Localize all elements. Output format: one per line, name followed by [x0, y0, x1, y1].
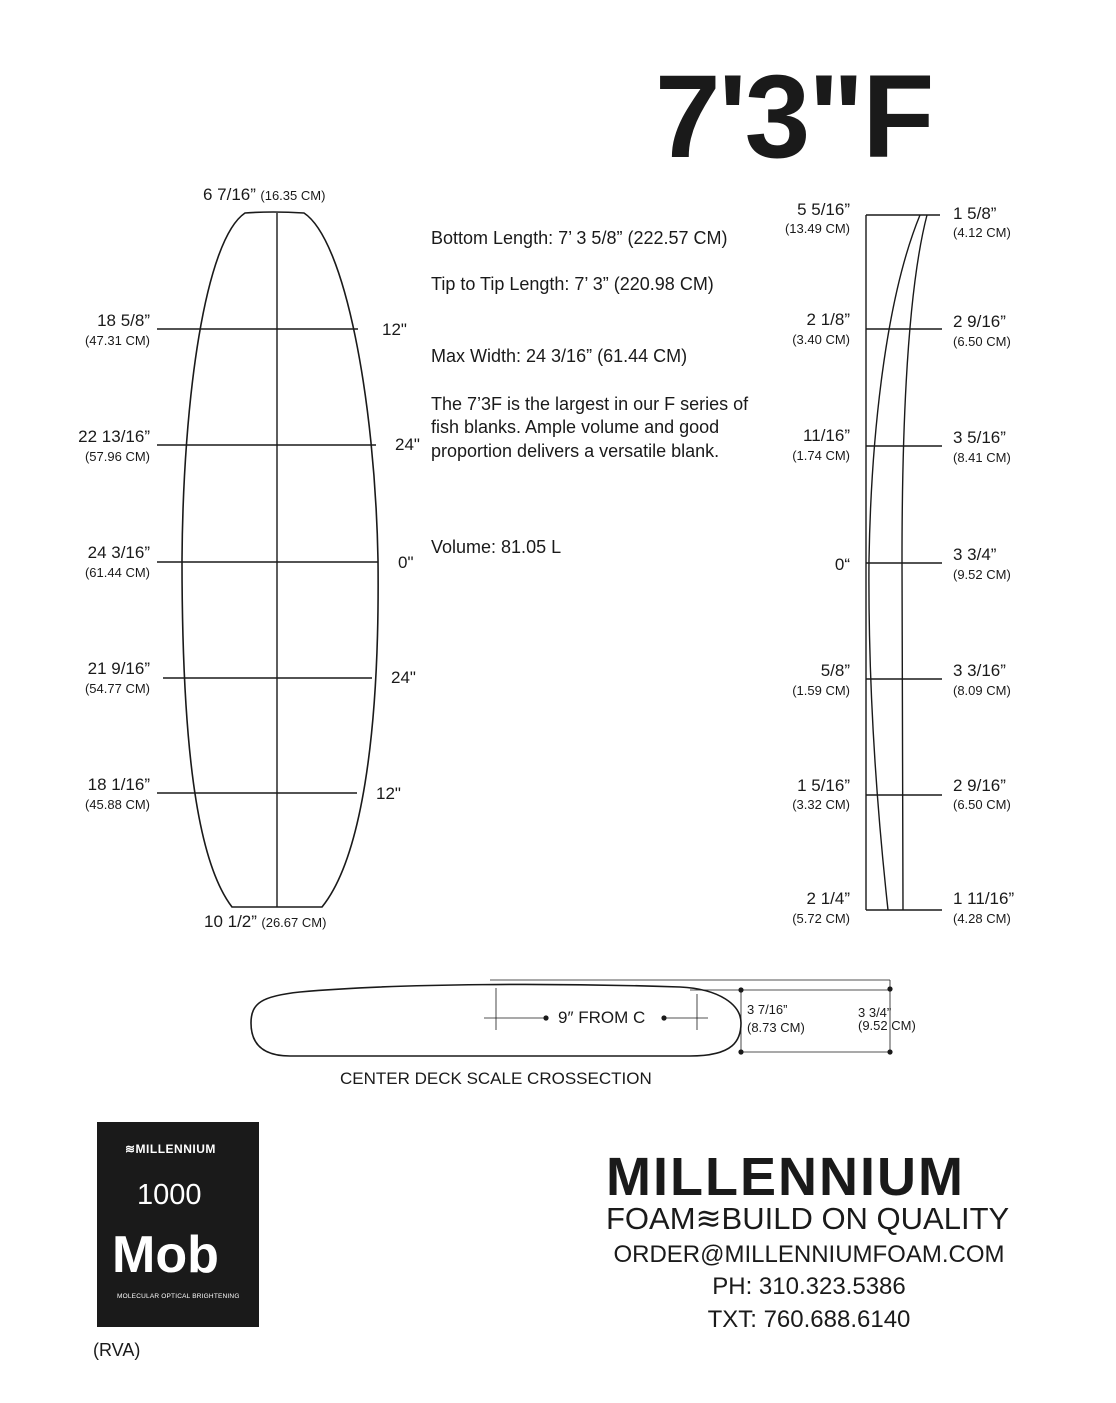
center-dim-dot-top	[887, 986, 892, 991]
width-in-3: 24 3/16”	[87, 543, 150, 562]
width-cm-4: (54.77 CM)	[84, 681, 150, 696]
width-in-5: 18 1/16”	[87, 775, 150, 794]
station-2: 24"	[395, 435, 420, 454]
nose-width: 6 7/16”	[203, 185, 256, 204]
rocker-right-in-5: 3 3/16”	[953, 661, 1006, 680]
model-title: 7'3"F	[655, 51, 933, 183]
tip-to-tip-length: Tip to Tip Length: 7’ 3” (220.98 CM)	[431, 274, 714, 294]
width-cm-5: (45.88 CM)	[84, 797, 150, 812]
rocker-right-in-7: 1 11/16”	[953, 889, 1015, 908]
badge-brand: ≋MILLENNIUM	[125, 1142, 216, 1156]
variant-label: (RVA)	[93, 1340, 141, 1360]
brand-name: MILLENNIUM	[606, 1147, 965, 1207]
center-thickness-cm: (9.52 CM)	[858, 1018, 916, 1033]
badge-number: 1000	[137, 1179, 202, 1211]
rocker-left-cm-6: (3.32 CM)	[792, 797, 850, 812]
rocker-left-cm-1: (13.49 CM)	[784, 221, 850, 236]
rocker-right-in-1: 1 5/8”	[953, 204, 997, 223]
badge-code: Mob	[112, 1226, 219, 1284]
width-in-2: 22 13/16”	[78, 427, 150, 446]
rocker-right-cm-7: (4.28 CM)	[953, 911, 1011, 926]
width-cm-2: (57.96 CM)	[84, 449, 150, 464]
width-cm-1: (47.31 CM)	[84, 333, 150, 348]
rocker-left-in-7: 2 1/4”	[806, 889, 850, 908]
offset-dot-right	[661, 1015, 666, 1020]
rocker-left-in-2: 2 1/8”	[806, 310, 850, 329]
rocker-right-cm-3: (8.41 CM)	[953, 450, 1011, 465]
tail-width: 10 1/2”	[204, 912, 257, 931]
rocker-right-cm-6: (6.50 CM)	[953, 797, 1011, 812]
width-in-4: 21 9/16”	[87, 659, 150, 678]
rocker-right-in-2: 2 9/16”	[953, 312, 1006, 331]
rocker-right-in-6: 2 9/16”	[953, 776, 1006, 795]
station-1: 12"	[382, 320, 407, 339]
bottom-length: Bottom Length: 7’ 3 5/8” (222.57 CM)	[431, 228, 728, 248]
rocker-left-in-4: 0“	[834, 555, 850, 574]
badge-description: MOLECULAR OPTICAL BRIGHTENING	[117, 1293, 240, 1300]
station-4: 24"	[391, 668, 416, 687]
contact-phone[interactable]: PH: 310.323.5386	[712, 1273, 906, 1300]
width-cm-3: (61.44 CM)	[84, 565, 150, 580]
max-width: Max Width: 24 3/16” (61.44 CM)	[431, 346, 688, 366]
rail-dim-dot-top	[738, 987, 743, 992]
center-thickness: 3 3/4”	[858, 1005, 892, 1020]
rocker-right-in-3: 3 5/16”	[953, 428, 1006, 447]
rocker-left-cm-5: (1.59 CM)	[792, 683, 850, 698]
rocker-left-in-1: 5 5/16”	[797, 200, 850, 219]
rocker-right-cm-5: (8.09 CM)	[953, 683, 1011, 698]
rocker-right-cm-4: (9.52 CM)	[953, 567, 1011, 582]
blank-description: The 7’3F is the largest in our F series of fish blanks. Ample volume and good proportion delivers a versatile blank.	[431, 394, 749, 461]
center-dim-dot-bottom	[887, 1049, 892, 1054]
rocker-left-cm-3: (1.74 CM)	[792, 448, 850, 463]
contact-email[interactable]: ORDER@MILLENNIUMFOAM.COM	[613, 1241, 1005, 1268]
rocker-left-cm-7: (5.72 CM)	[792, 911, 850, 926]
rocker-left-in-6: 1 5/16”	[797, 776, 850, 795]
offset-dot-left	[543, 1015, 548, 1020]
tail-width-cm: (26.67 CM)	[261, 915, 327, 930]
width-in-1: 18 5/8”	[97, 311, 150, 330]
mob-badge	[97, 1122, 259, 1327]
rocker-left-cm-2: (3.40 CM)	[792, 332, 850, 347]
rocker-right-in-4: 3 3/4”	[953, 545, 997, 564]
station-5: 12"	[376, 784, 401, 803]
rail-dim-dot-bottom	[738, 1049, 743, 1054]
contact-text[interactable]: TXT: 760.688.6140	[707, 1306, 911, 1333]
station-3: 0"	[398, 553, 414, 572]
brand-tagline: FOAM≋BUILD ON QUALITY	[606, 1201, 1010, 1236]
rocker-right-cm-2: (6.50 CM)	[953, 334, 1011, 349]
rocker-left-in-5: 5/8”	[820, 661, 850, 680]
rail-thickness-cm: (8.73 CM)	[747, 1020, 805, 1035]
rocker-right-cm-1: (4.12 CM)	[953, 225, 1011, 240]
crosssection-caption: CENTER DECK SCALE CROSSECTION	[340, 1069, 652, 1088]
rocker-left-in-3: 11/16”	[803, 426, 850, 445]
volume: Volume: 81.05 L	[431, 537, 562, 557]
rail-thickness: 3 7/16”	[747, 1002, 788, 1017]
nose-width-cm: (16.35 CM)	[260, 188, 326, 203]
offset-label: 9″ FROM C	[558, 1008, 646, 1027]
